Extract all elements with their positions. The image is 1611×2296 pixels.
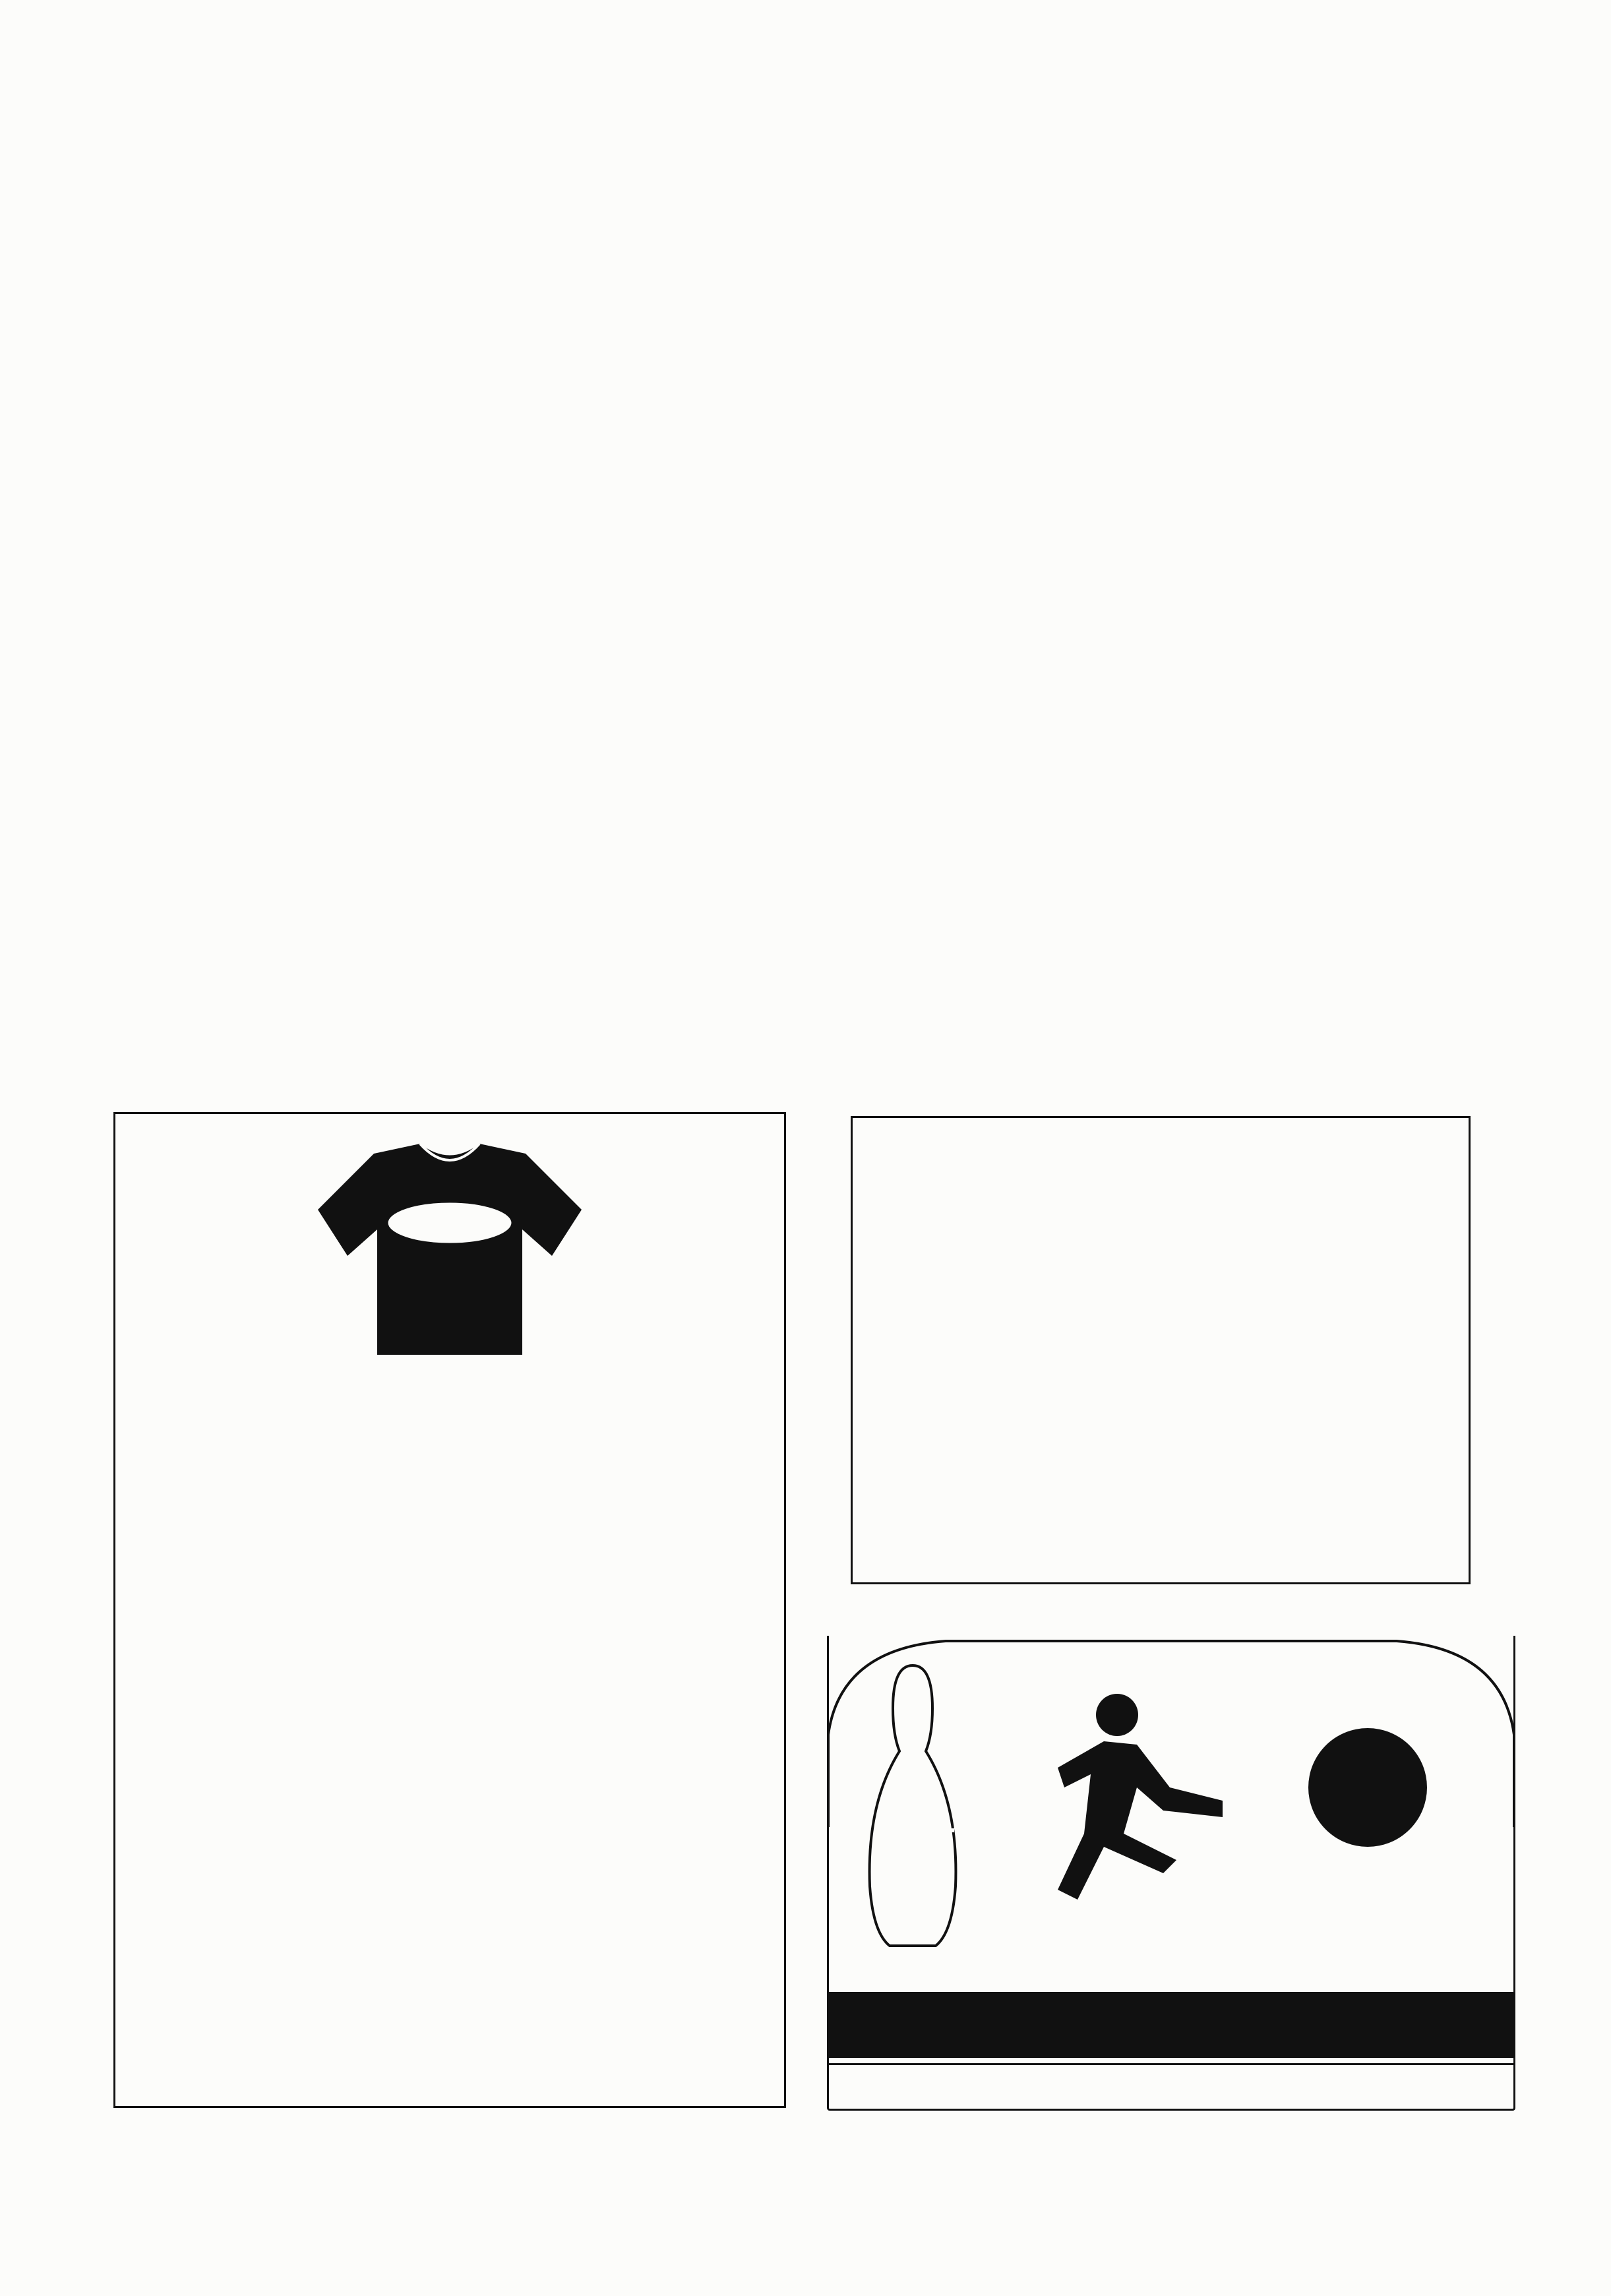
- bowling-pin-icon: [870, 1665, 956, 1946]
- bowler-icon: [1058, 1741, 1223, 1900]
- bowling-ball-icon: [1308, 1728, 1427, 1847]
- mm-address: [829, 2063, 1513, 2065]
- rental-advertisement: [851, 1116, 1471, 1584]
- mm-bowling-advertisement: [827, 1636, 1515, 2111]
- tshirt-price: [115, 1382, 784, 1450]
- pin-label: [875, 1828, 954, 1832]
- tshirt-illustration: [311, 1140, 588, 1358]
- tshirt-advertisement: [113, 1112, 786, 2108]
- mm-brand-bar: [829, 1992, 1513, 2058]
- average-list-left: [113, 112, 779, 120]
- player-head: [1096, 1694, 1138, 1736]
